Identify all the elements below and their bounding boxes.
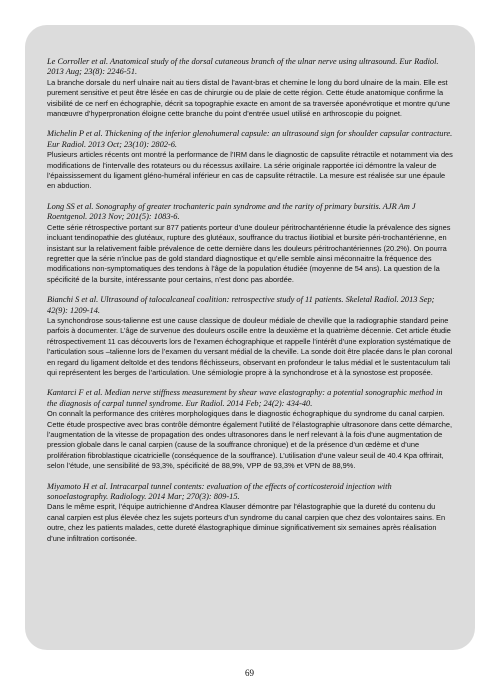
article-reference: Long SS et al. Sonography of greater trochanteric pain syndrome and the rarity of primary bursitis. AJR Am J Roentgenol. 2013 Nov; 201(5): 1083-6. (47, 201, 416, 222)
article-summary: Dans le même esprit, l’équipe autrichienne d’Andrea Klauser démontre par l’élastographie que la dureté du contenu du canal carpien est plus élevée chez les sujets porteurs d’un syndrome du canal carpien que chez des volontaires sains. En outre, chez les patients malades, cette dureté élastographique diminue significativement six semaines après réalisation d’une infiltration cortisonée. (47, 502, 446, 543)
article-entry (47, 57, 453, 119)
article-summary: La branche dorsale du nerf ulnaire nait au tiers distal de l’avant-bras et chemine le long du bord ulnaire de la main. Elle est purement sensitive et peut être lésée en cas de chirurgie ou de plaie de cette région. Cette étude anatomique confirme la visibilité de ce nerf en échographie, décrit sa topographie exacte en amont de sa traversée aponévrotique et montre qu’une manœuvre d’hyperpronation éloigne cette branche du point d’entrée usuel utilisé en arthroscopie du poignet. (47, 77, 451, 119)
article-summary: Plusieurs articles récents ont montré la performance de l’IRM dans le diagnostic de capsulite rétractile et notamment via des modifications de l’intervalle des rotateurs ou du récessus axillaire. La série originale rapportée ici démontre la valeur de l’épaississement du ligament gléno-huméral inférieur en cas de capsulite rétractile. La mesure est réalisée sur une épaule en abduction. (47, 150, 453, 191)
article-summary: On connaît la performance des critères morphologiques dans le diagnostic échographique du syndrome du canal carpien. Cette étude prospective avec bras contrôle démontre également l’utilité de l’élastographie ultrasonore dans cette démarche, l’augmentation de la vitesse de propagation des ondes ultrasonores dans le nerf relevant à la fois d’une augmentation de pression globale dans le canal carpien (cause de la souffrance chronique) et de la présence d’un œdème et d’une prolifération fibroblastique cicatricielle (conséquence de la souffrance). L’utilisation d’une valeur seuil de 40.4 Kpa offrirait, selon l’étude, une sensibilité de 93,3%, spécificité de 88,9%, VPP de 93,3% et VPN de 88,9%. (47, 409, 453, 471)
article-reference: Miyamoto H et al. Intracarpal tunnel contents: evaluation of the effects of corticosteroid injection with sonoelastography. Radiology. 2014 Mar; 270(3): 809-15. (47, 481, 392, 502)
article-summary: La synchondrose sous-talienne est une cause classique de douleur médiale de cheville que la radiographie standard peine parfois à documenter. L’âge de survenue des douleurs oscille entre la deuxième et la quatrième décennie. Cet article étudie rétrospectivement 11 cas découverts lors de l’examen échographique et rappelle l’intérêt d’une exploration systématique de l’articulation sous –talienne lors de l’examen du versant médial de la cheville. La sonde doit être placée dans le plan coronal en regard du ligament deltoïde et des tendons fléchisseurs, observant en profondeur le talus médial et le sustentaculum tali qui représentent les berges de l’articulation. Une sémiologie propre à la synchondrose et à la synostose est proposée. (47, 315, 453, 377)
article-reference: Kantarci F et al. Median nerve stiffness measurement by shear wave elastography: a potential sonographic method in the diagnosis of carpal tunnel syndrome. Eur Radiol. 2014 Feb; 24(2): 434-40. (47, 388, 443, 408)
article-reference: Michelin P et al. Thickening of the inferior glenohumeral capsule: an ultrasound sign for shoulder capsular contracture. Eur Radiol. 2013 Oct; 23(10): 2802-6. (47, 129, 453, 149)
article-entry (47, 129, 453, 191)
article-entry (47, 202, 453, 285)
article-entry (47, 482, 453, 544)
page-number: 69 (245, 668, 254, 678)
article-reference: Bianchi S et al. Ultrasound of talocalcaneal coalition: retrospective study of 11 patients. Skeletal Radiol. 2013 Sep; 42(9): 1209-14. (47, 295, 435, 315)
article-entry (47, 295, 453, 378)
article-entry (47, 388, 453, 471)
article-reference: Le Corroller et al. Anatomical study of the dorsal cutaneous branch of the ulnar nerve using ultrasound. Eur Radiol. 2013 Aug; 23(8): 2246-51. (47, 57, 439, 77)
abstracts-panel (25, 25, 475, 650)
article-summary: Cette série rétrospective portant sur 877 patients porteur d’une douleur péritrochantérienne étudie la prévalence des signes incluant tendinopathie des glutéaux, rupture des glutéaux, souffrance du tractus iliotibial et bursite péri-trochantérienne, en insistant sur la relativement faible prévalence de cette dernière dans les douleurs péritrochantériennes (20.2%). On pourra regretter que la série n’inclue pas de gold standard diagnostique et qu’elle semble ainsi méconnaitre la fréquence des modifications non-symptomatiques des tendons à l’âge de la population étudiée (moyenne de 54 ans). La question de la spécificité de la bursite, intéressante pour certains, n’est donc pas abordée. (47, 222, 451, 284)
